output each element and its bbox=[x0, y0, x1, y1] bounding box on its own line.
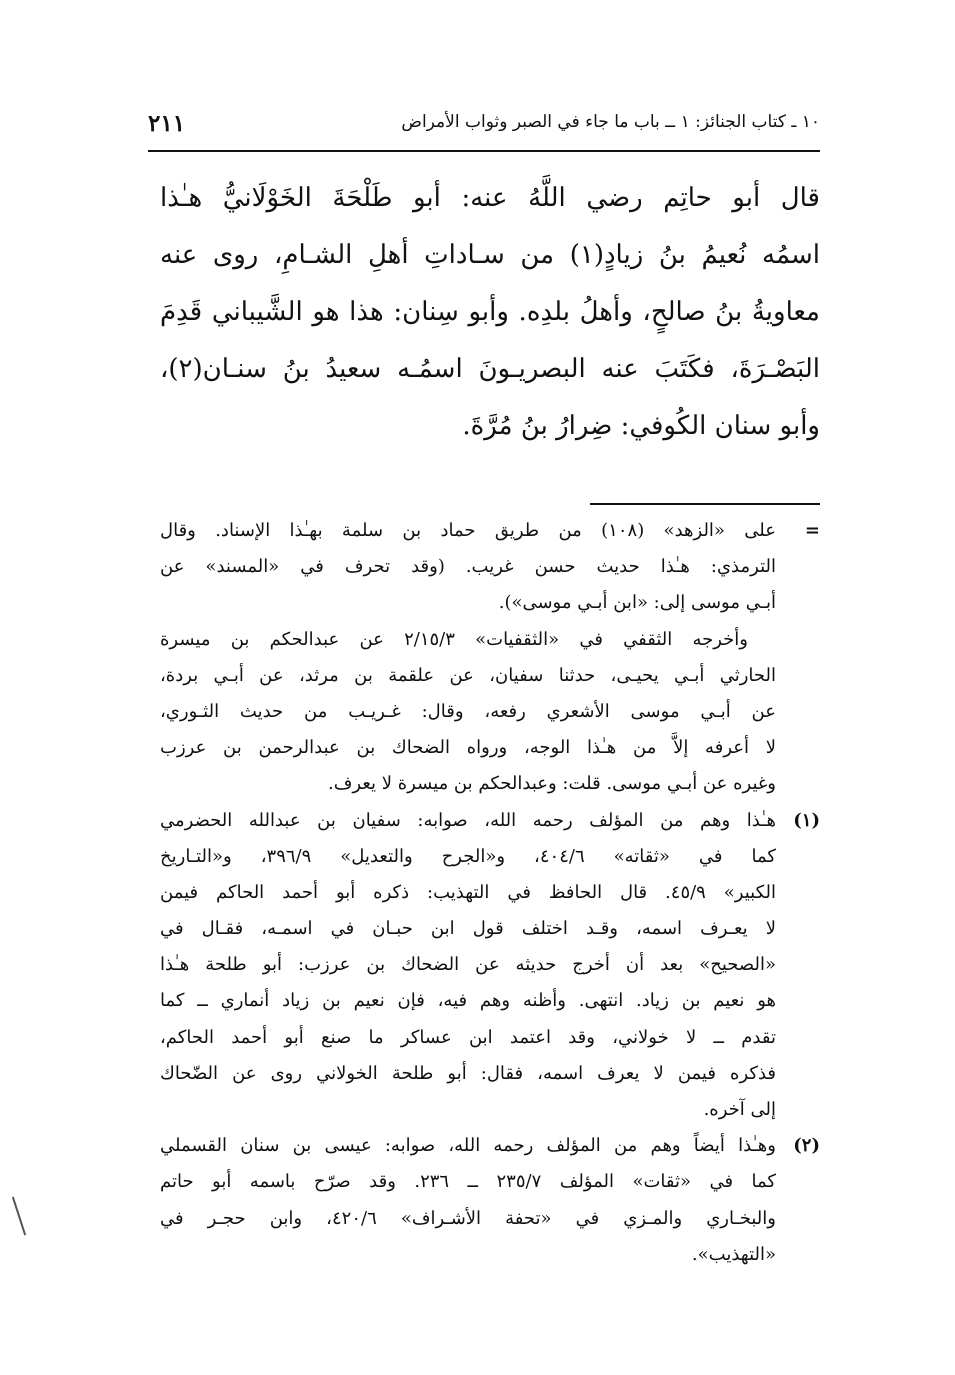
footnote-line: عن أبـي موسى الأشعري رفعه، وقال: غـريـب من حديث الثـوري، bbox=[160, 700, 776, 722]
footnote-line: هـٰذا وهم من المؤلف رحمه الله، صوابه: سفيان بن عبدالله الحضرمي bbox=[160, 809, 776, 831]
footnote-marker: (٢) bbox=[793, 1135, 820, 1157]
running-head bbox=[148, 108, 820, 148]
chapter-title: ١٠ ـ كتاب الجنائز: ١ ــ باب ما جاء في الصبر وثواب الأمراض bbox=[401, 112, 820, 132]
footnote-line: لا أعرفه إلاَّ من هـٰذا الوجه، ورواه الضحاك بن عبدالرحمن بن عرزب bbox=[160, 737, 776, 759]
footnote-line: وغيره عن أبـي موسى. قلت: وعبدالحكم بن ميسرة لا يعرف. bbox=[328, 773, 776, 795]
footnote-line: الكبير» ٤٥/٩. قال الحافظ في التهذيب: ذكره أبو أحمد الحاكم فيمن bbox=[160, 881, 776, 903]
main-text bbox=[160, 170, 820, 455]
footnotes bbox=[160, 513, 820, 1273]
footnote-line: هو نعيم بن زياد. انتهى. وأظنه وهم فيه، فإن نعيم بن زياد أنماري ــ كما bbox=[160, 990, 776, 1012]
footnote-line: الحارثي أبـي يحيـى، حدثنا سفيان، عن علقمة بن مرثد، عن أبـي بردة، bbox=[160, 664, 776, 686]
footnote-line: أبـي موسى إلى: «ابن أبـي موسى»). bbox=[498, 592, 776, 614]
footnote-line: كما في «ثقات» المؤلف ٢٣٥/٧ ــ ٢٣٦. وقد صرّح باسمه أبو حاتم bbox=[160, 1171, 776, 1193]
footnote-line: وهـٰذا أيضاً وهم من المؤلف رحمه الله، صوابه: عيسى بن سنان القسملي bbox=[160, 1135, 776, 1157]
footnote-line: وأخرجه الثقفي في «الثقفيات» ٢/١٥/٣ عن عبدالحكم بن ميسرة bbox=[160, 628, 748, 650]
footnote-continuation bbox=[160, 513, 820, 622]
main-line: اسمُه نُعيمُ بنُ زيادٍ(١) من سـاداتِ أهلِ الشـامِ، روى عنه bbox=[160, 240, 820, 270]
main-line: قال أبو حاتِم رضي اللَّهُ عنه: أبو طَلْحَةَ الخَوْلَانيُّ هـٰذا bbox=[160, 183, 820, 213]
main-line: وأبو سنان الكُوفي: ضِرارُ بنُ مُرَّةَ. bbox=[462, 411, 820, 441]
main-line: معاويةُ بنُ صالحٍ، وأهلُ بلدِه. وأبو سِنان: هذا هو الشَّيباني قَدِمَ bbox=[160, 297, 820, 327]
scan-edge-mark bbox=[12, 1197, 26, 1236]
footnote-2 bbox=[160, 1128, 820, 1273]
footnote-line: تقدم ــ لا خولاني، وقد اعتمد ابن عساكر ما صنع أبو أحمد الحاكم، bbox=[160, 1026, 776, 1048]
footnote-line: «الصحيح» بعد أن أخرج حديثه عن الضحاك بن عرزب: أبو طلحة هـٰذا bbox=[160, 954, 776, 976]
footnote-marker: (١) bbox=[793, 809, 820, 831]
header-rule bbox=[148, 150, 820, 152]
footnote-separator bbox=[590, 503, 820, 505]
footnote-1 bbox=[160, 803, 820, 1129]
footnote-line: لا يعـرف اسمه، وقـد اختلف قول ابن حبـان في اسمـه، فقـال في bbox=[160, 918, 776, 940]
footnote-marker: = bbox=[804, 520, 820, 541]
footnote-line: إلى آخره. bbox=[703, 1099, 776, 1120]
footnote-line: «التهذيب». bbox=[691, 1243, 776, 1265]
main-line: البَصْـرَةَ، فكَتَبَ عنه البصريـونَ اسمُـه سعيدُ بنُ سنـان(٢)، bbox=[160, 354, 820, 384]
page-number: ٢١١ bbox=[148, 110, 186, 137]
footnote-paragraph bbox=[160, 622, 820, 803]
footnote-line: فذكره فيمن لا يعرف اسمه، فقال: أبو طلحة الخولاني روى عن الضّحاك bbox=[160, 1062, 776, 1084]
footnote-line: على «الزهد» (١٠٨) من طريق حماد بن سلمة بهـٰذا الإسناد. وقال bbox=[160, 520, 776, 541]
footnote-line: كما في «ثقاته» ٤٠٤/٦، و«الجرح والتعديل» ٣٩٦/٩، و«التـاريخ bbox=[160, 845, 776, 867]
footnote-line: الترمذي: هـٰذا حديث حسن غريب. (وقد تحرف في «المسند» عن bbox=[160, 556, 776, 578]
footnote-line: والبخـاري والمـزي في «تحفة الأشـراف» ٤٢٠/٦، وابن حجـر في bbox=[160, 1207, 776, 1229]
